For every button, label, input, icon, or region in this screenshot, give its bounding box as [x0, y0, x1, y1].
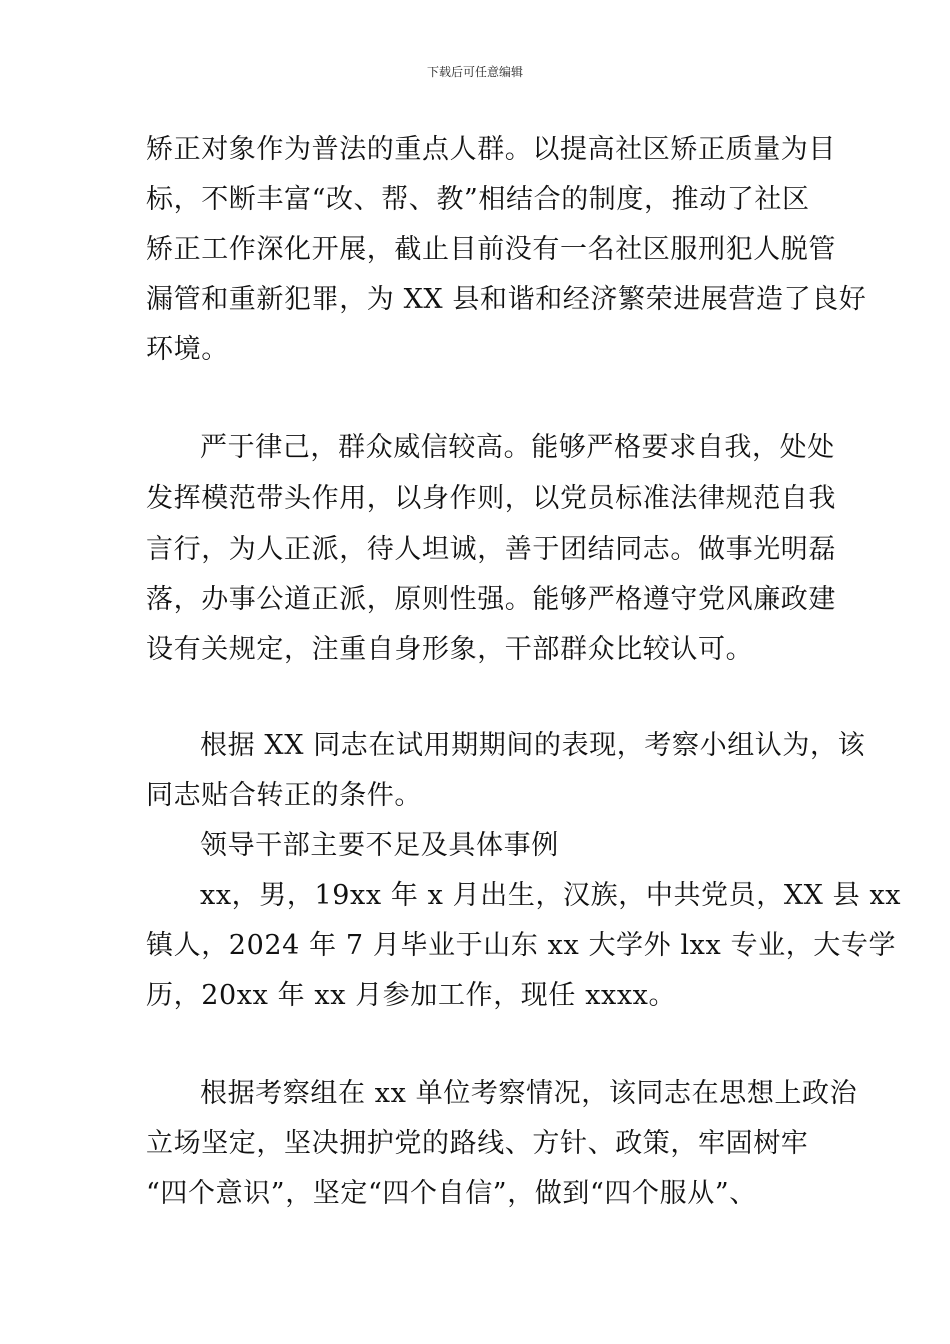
body-line: 根据考察组在 xx 单位考察情况，该同志在思想上政治	[200, 1078, 858, 1109]
body-line: 立场坚定，坚决拥护党的路线、方针、政策，牢固树牢	[146, 1128, 809, 1159]
body-line: 标，不断丰富“改、帮、教”相结合的制度，推动了社区	[146, 184, 810, 215]
body-line: xx，男，19xx 年 x 月出生，汉族，中共党员，XX 县 xx	[200, 880, 902, 911]
section-heading: 领导干部主要不足及具体事例	[200, 830, 559, 861]
body-line: 环境。	[146, 334, 229, 365]
body-line: 矫正工作深化开展，截止目前没有一名社区服刑犯人脱管	[146, 234, 836, 265]
body-line: “四个意识”，坚定“四个自信”，做到“四个服从”、	[146, 1178, 757, 1209]
body-line: 设有关规定，注重自身形象，干部群众比较认可。	[146, 634, 754, 665]
body-line: 严于律己，群众威信较高。能够严格要求自我，处处	[200, 432, 835, 463]
body-line: 同志贴合转正的条件。	[146, 780, 422, 811]
body-line: 漏管和重新犯罪，为 XX 县和谐和经济繁荣进展营造了良好	[146, 284, 867, 315]
body-line: 镇人，2024 年 7 月毕业于山东 xx 大学外 lxx 专业，大专学	[146, 930, 897, 961]
body-line: 根据 XX 同志在试用期期间的表现，考察小组认为，该	[200, 730, 866, 761]
body-line: 发挥模范带头作用，以身作则，以党员标准法律规范自我	[146, 483, 836, 514]
body-line: 矫正对象作为普法的重点人群。以提高社区矫正质量为目	[146, 134, 836, 165]
page-header: 下载后可任意编辑	[426, 65, 523, 79]
body-line: 落，办事公道正派，原则性强。能够严格遵守党风廉政建	[146, 584, 836, 615]
body-line: 言行，为人正派，待人坦诚，善于团结同志。做事光明磊	[146, 534, 836, 565]
body-line: 历，20xx 年 xx 月参加工作，现任 xxxx。	[146, 980, 677, 1011]
